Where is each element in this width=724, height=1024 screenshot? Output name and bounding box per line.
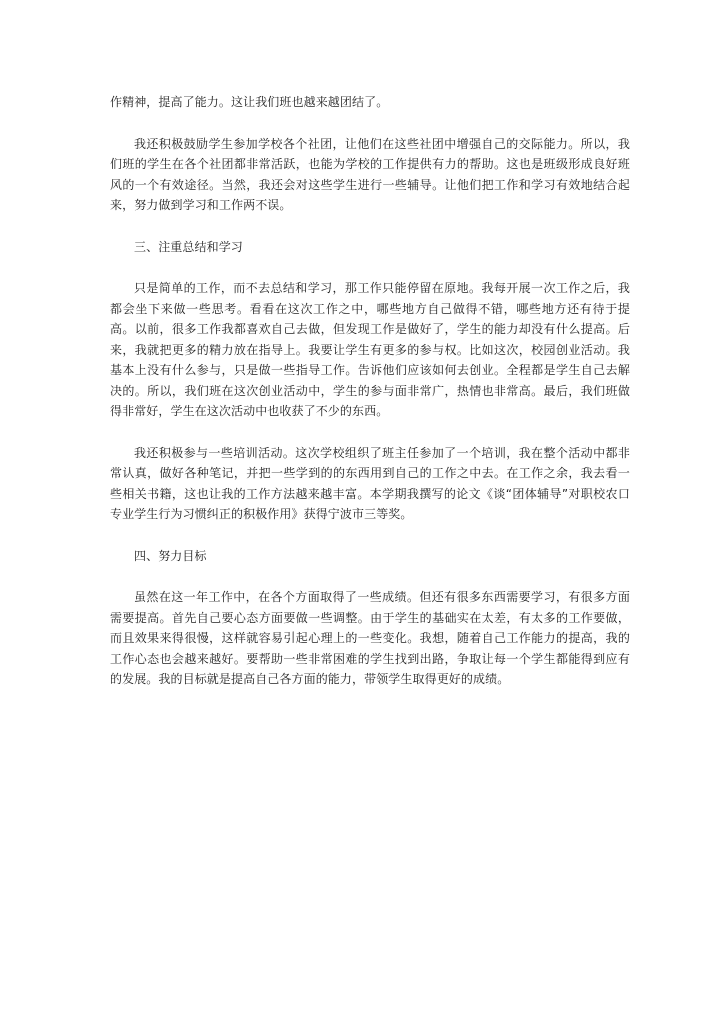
paragraph-gap [110, 525, 630, 546]
paragraph-gap [110, 113, 630, 134]
document-body [110, 92, 630, 690]
paragraph-training: 我还积极参与一些培训活动。这次学校组织了班主任参加了一个培训，我在整个活动中都非常认真，做好各种笔记，并把一些学到的的东西用到自己的工作之中去。在工作之余，我去看一些相关书籍，这也让我的工作方法越来越丰富。本学期我撰写的论文《谈“团体辅导”对职校农口专业学生行为习惯纠正的积极作用》获得宁波市三等奖。 [110, 445, 630, 521]
section-heading-goals: 四、努力目标 [134, 548, 207, 563]
paragraph-gap [110, 257, 630, 278]
section-heading-summary-learning: 三、注重总结和学习 [134, 239, 243, 254]
paragraph-goals: 虽然在这一年工作中，在各个方面取得了一些成绩。但还有很多东西需要学习，有很多方面需要提高。首先自己要心态方面要做一些调整。由于学生的基础实在太差，有太多的工作要做，而且效果来得很慢，这样就容易引起心理上的一些变化。我想，随着自己工作能力的提高，我的工作心态也会越来越好。要帮助一些非常困难的学生找到出路，争取让每一个学生都能得到应有的发展。我的目标就是提高自己各方面的能力，带领学生取得更好的成绩。 [110, 590, 630, 686]
paragraph-gap [110, 216, 630, 237]
paragraph-gap [110, 566, 630, 587]
paragraph-reflection: 只是简单的工作，而不去总结和学习，那工作只能停留在原地。我每开展一次工作之后，我都会坐下来做一些思考。看看在这次工作之中，哪些地方自己做得不错，哪些地方还有待于提高。以前，很多工作我都喜欢自己去做，但发现工作是做好了，学生的能力却没有什么提高。后来，我就把更多的精力放在指导上。我要让学生有更多的参与权。比如这次，校园创业活动。我基本上没有什么参与，只是做一些指导工作。告诉他们应该如何去创业。全程都是学生自己去解决的。所以，我们班在这次创业活动中，学生的参与面非常广，热情也非常高。最后，我们班做得非常好，学生在这次活动中也收获了不少的东西。 [110, 281, 630, 418]
paragraph-clubs: 我还积极鼓励学生参加学校各个社团，让他们在这些社团中增强自己的交际能力。所以，我们班的学生在各个社团都非常活跃，也能为学校的工作提供有力的帮助。这也是班级形成良好班风的一个有效途径。当然，我还会对这些学生进行一些辅导。让他们把工作和学习有效地结合起来，努力做到学习和工作两不误。 [110, 136, 630, 212]
paragraph-gap [110, 422, 630, 443]
paragraph-continuation: 作精神，提高了能力。这让我们班也越来越团结了。 [110, 95, 389, 109]
